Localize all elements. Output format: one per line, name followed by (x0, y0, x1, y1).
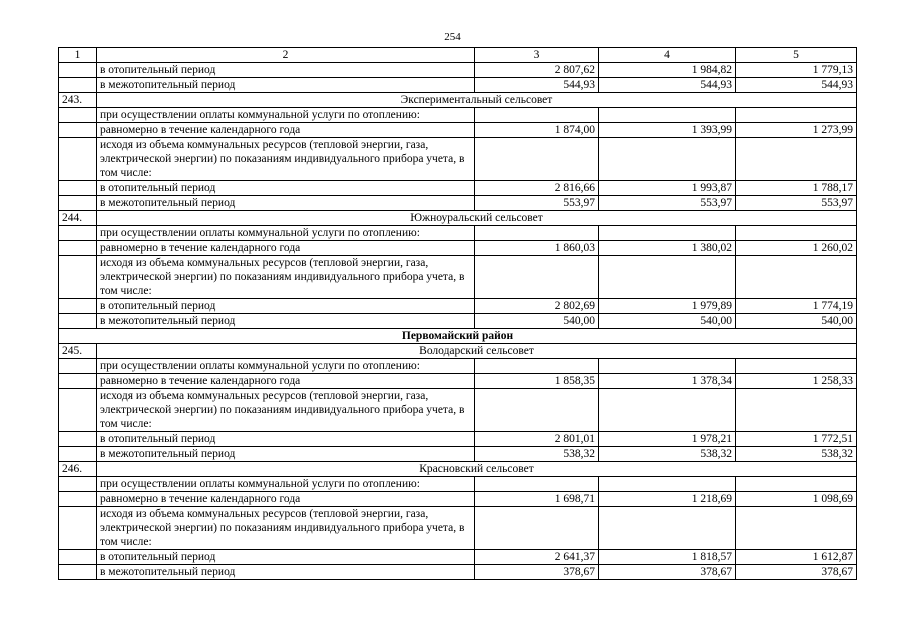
row-label: в межотопительный период (97, 314, 475, 329)
value-col4: 1 993,87 (599, 181, 736, 196)
row-label: равномерно в течение календарного года (97, 492, 475, 507)
row-number-cell (59, 241, 97, 256)
row-label: исходя из объема коммунальных ресурсов (тепловой энергии, газа, электрической энергии) по показаниям индивидуального прибора учета, в том числе: (97, 389, 475, 432)
table-row (59, 256, 857, 299)
table-row (59, 432, 857, 447)
value-col4: 1 380,02 (599, 241, 736, 256)
row-label: в межотопительный период (97, 565, 475, 580)
value-col3: 540,00 (475, 314, 599, 329)
value-col4 (599, 226, 736, 241)
row-number-cell (59, 181, 97, 196)
table-row (59, 550, 857, 565)
section-row (59, 462, 857, 477)
row-number-cell (59, 432, 97, 447)
table-row (59, 108, 857, 123)
value-col3: 553,97 (475, 196, 599, 211)
value-col5 (736, 226, 857, 241)
value-col5: 1 779,13 (736, 63, 857, 78)
district-title: Первомайский район (59, 329, 857, 344)
value-col3: 2 801,01 (475, 432, 599, 447)
value-col4 (599, 138, 736, 181)
row-label: в межотопительный период (97, 196, 475, 211)
row-number-cell (59, 299, 97, 314)
value-col3 (475, 477, 599, 492)
value-col5 (736, 138, 857, 181)
table-row (59, 389, 857, 432)
value-col3 (475, 226, 599, 241)
row-label: при осуществлении оплаты коммунальной услуги по отоплению: (97, 359, 475, 374)
table-row (59, 123, 857, 138)
table-row (59, 181, 857, 196)
value-col3: 1 860,03 (475, 241, 599, 256)
value-col3: 1 874,00 (475, 123, 599, 138)
row-label: в отопительный период (97, 63, 475, 78)
section-row (59, 211, 857, 226)
value-col4: 378,67 (599, 565, 736, 580)
row-number-cell (59, 359, 97, 374)
value-col3: 378,67 (475, 565, 599, 580)
row-number-cell (59, 447, 97, 462)
column-header: 1 (59, 48, 97, 63)
section-title: Красновский сельсовет (97, 462, 857, 477)
value-col4: 544,93 (599, 78, 736, 93)
district-row (59, 329, 857, 344)
tariff-table (58, 47, 857, 580)
value-col5: 1 774,19 (736, 299, 857, 314)
column-header: 3 (475, 48, 599, 63)
value-col3 (475, 389, 599, 432)
value-col3: 2 641,37 (475, 550, 599, 565)
row-label: в межотопительный период (97, 78, 475, 93)
value-col3: 538,32 (475, 447, 599, 462)
table-row (59, 63, 857, 78)
value-col3 (475, 256, 599, 299)
section-number: 245. (59, 344, 97, 359)
value-col4: 1 393,99 (599, 123, 736, 138)
value-col5 (736, 108, 857, 123)
table-row (59, 241, 857, 256)
value-col4: 1 979,89 (599, 299, 736, 314)
table-row (59, 359, 857, 374)
value-col3 (475, 507, 599, 550)
row-number-cell (59, 196, 97, 211)
page-number: 254 (444, 31, 461, 43)
row-number-cell (59, 550, 97, 565)
table-row (59, 138, 857, 181)
section-row (59, 93, 857, 108)
value-col3 (475, 108, 599, 123)
value-col4: 1 218,69 (599, 492, 736, 507)
value-col5 (736, 256, 857, 299)
value-col4 (599, 108, 736, 123)
value-col3: 2 807,62 (475, 63, 599, 78)
row-label: в межотопительный период (97, 447, 475, 462)
row-number-cell (59, 389, 97, 432)
section-row (59, 344, 857, 359)
row-label: в отопительный период (97, 432, 475, 447)
row-label: при осуществлении оплаты коммунальной услуги по отоплению: (97, 108, 475, 123)
row-number-cell (59, 565, 97, 580)
row-label: равномерно в течение календарного года (97, 374, 475, 389)
value-col5 (736, 359, 857, 374)
section-number: 246. (59, 462, 97, 477)
row-number-cell (59, 314, 97, 329)
column-header: 5 (736, 48, 857, 63)
row-label: равномерно в течение календарного года (97, 123, 475, 138)
row-label: в отопительный период (97, 181, 475, 196)
row-number-cell (59, 477, 97, 492)
value-col3: 2 816,66 (475, 181, 599, 196)
row-label: при осуществлении оплаты коммунальной услуги по отоплению: (97, 477, 475, 492)
value-col4 (599, 507, 736, 550)
value-col4: 538,32 (599, 447, 736, 462)
row-label: равномерно в течение календарного года (97, 241, 475, 256)
value-col4: 540,00 (599, 314, 736, 329)
value-col5: 1 273,99 (736, 123, 857, 138)
value-col5: 1 260,02 (736, 241, 857, 256)
table-row (59, 565, 857, 580)
row-number-cell (59, 78, 97, 93)
value-col4: 1 818,57 (599, 550, 736, 565)
value-col5: 553,97 (736, 196, 857, 211)
value-col5: 544,93 (736, 78, 857, 93)
row-label: в отопительный период (97, 299, 475, 314)
value-col5: 378,67 (736, 565, 857, 580)
value-col5: 1 098,69 (736, 492, 857, 507)
value-col4: 1 984,82 (599, 63, 736, 78)
row-label: исходя из объема коммунальных ресурсов (тепловой энергии, газа, электрической энергии) по показаниям индивидуального прибора учета, в том числе: (97, 138, 475, 181)
table-row (59, 314, 857, 329)
table-row (59, 507, 857, 550)
row-number-cell (59, 123, 97, 138)
column-header: 2 (97, 48, 475, 63)
section-number: 244. (59, 211, 97, 226)
value-col5: 540,00 (736, 314, 857, 329)
value-col5 (736, 477, 857, 492)
row-number-cell (59, 507, 97, 550)
value-col4 (599, 256, 736, 299)
table-row (59, 226, 857, 241)
value-col5: 538,32 (736, 447, 857, 462)
section-title: Володарский сельсовет (97, 344, 857, 359)
table-row (59, 477, 857, 492)
value-col3 (475, 359, 599, 374)
section-number: 243. (59, 93, 97, 108)
row-number-cell (59, 374, 97, 389)
row-label: исходя из объема коммунальных ресурсов (тепловой энергии, газа, электрической энергии) по показаниям индивидуального прибора учета, в том числе: (97, 507, 475, 550)
row-label: исходя из объема коммунальных ресурсов (тепловой энергии, газа, электрической энергии) по показаниям индивидуального прибора учета, в том числе: (97, 256, 475, 299)
column-header: 4 (599, 48, 736, 63)
value-col5: 1 772,51 (736, 432, 857, 447)
value-col5 (736, 507, 857, 550)
value-col4: 1 978,21 (599, 432, 736, 447)
row-number-cell (59, 492, 97, 507)
value-col3: 1 698,71 (475, 492, 599, 507)
value-col3 (475, 138, 599, 181)
header-row (59, 48, 857, 63)
value-col4 (599, 359, 736, 374)
table-row (59, 374, 857, 389)
value-col3: 544,93 (475, 78, 599, 93)
section-title: Экспериментальный сельсовет (97, 93, 857, 108)
table-row (59, 78, 857, 93)
value-col5: 1 612,87 (736, 550, 857, 565)
value-col5: 1 258,33 (736, 374, 857, 389)
table-body (59, 48, 857, 580)
table-row (59, 447, 857, 462)
value-col5 (736, 389, 857, 432)
table-row (59, 492, 857, 507)
value-col4 (599, 477, 736, 492)
row-number-cell (59, 138, 97, 181)
value-col5: 1 788,17 (736, 181, 857, 196)
row-label: в отопительный период (97, 550, 475, 565)
value-col4 (599, 389, 736, 432)
value-col3: 2 802,69 (475, 299, 599, 314)
row-number-cell (59, 226, 97, 241)
value-col4: 553,97 (599, 196, 736, 211)
section-title: Южноуральский сельсовет (97, 211, 857, 226)
value-col3: 1 858,35 (475, 374, 599, 389)
row-number-cell (59, 63, 97, 78)
row-number-cell (59, 108, 97, 123)
value-col4: 1 378,34 (599, 374, 736, 389)
row-label: при осуществлении оплаты коммунальной услуги по отоплению: (97, 226, 475, 241)
table-row (59, 196, 857, 211)
row-number-cell (59, 256, 97, 299)
table-row (59, 299, 857, 314)
